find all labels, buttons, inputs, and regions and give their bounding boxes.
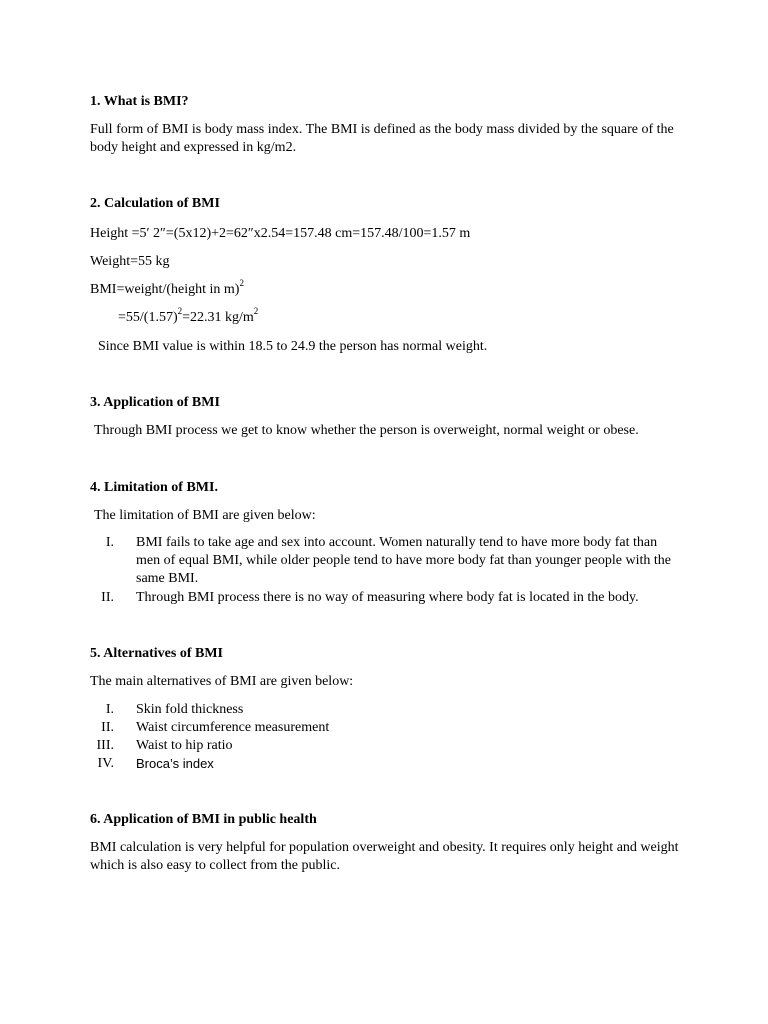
section-5-intro: The main alternatives of BMI are given below: bbox=[90, 674, 354, 689]
bmi-calculation-exponent1: 2 bbox=[177, 306, 183, 317]
alternative-item-4-number: IV. bbox=[97, 756, 114, 771]
section-4-heading: 4. Limitation of BMI. bbox=[90, 480, 218, 495]
limitation-item-2-text: Through BMI process there is no way of measuring where body fat is located in the body. bbox=[136, 590, 639, 605]
section-1-body: Full form of BMI is body mass index. The BMI is defined as the body mass divided by the square of the body height and expressed in kg/m2. bbox=[90, 122, 674, 155]
height-calculation: Height =5′ 2″=(5x12)+2=62″x2.54=157.48 cm=157.48/100=1.57 m bbox=[90, 226, 471, 241]
section-2-heading: 2. Calculation of BMI bbox=[90, 196, 220, 211]
bmi-formula bbox=[90, 278, 244, 299]
alternative-item-4-text: Broca’s index bbox=[136, 756, 214, 771]
bmi-formula-exponent: 2 bbox=[239, 278, 244, 289]
bmi-calculation-part2: =22.31 kg/m bbox=[182, 310, 254, 325]
section-4-intro: The limitation of BMI are given below: bbox=[94, 508, 316, 523]
bmi-calculation-part1: =55/(1.57) bbox=[118, 310, 178, 325]
weight-value: Weight=55 kg bbox=[90, 254, 170, 269]
alternative-item-1-number: I. bbox=[105, 702, 114, 717]
section-1-heading: 1. What is BMI? bbox=[90, 94, 189, 109]
alternative-item-1-text: Skin fold thickness bbox=[136, 702, 244, 717]
limitation-item-1-text: BMI fails to take age and sex into account. Women naturally tend to have more body fat than men of equal BMI, while older people tend to have more body fat than younger people with the same BMI. bbox=[136, 535, 671, 586]
alternative-item-3-text: Waist to hip ratio bbox=[136, 738, 233, 753]
limitation-item-2-number: II. bbox=[101, 590, 114, 605]
section-3-heading: 3. Application of BMI bbox=[90, 395, 220, 410]
section-3-body: Through BMI process we get to know whether the person is overweight, normal weight or obese. bbox=[94, 423, 639, 438]
section-5-heading: 5. Alternatives of BMI bbox=[90, 646, 223, 661]
bmi-calculation bbox=[118, 306, 259, 327]
bmi-formula-text: BMI=weight/(height in m) bbox=[90, 282, 240, 297]
alternative-item-2-number: II. bbox=[101, 720, 114, 735]
bmi-calculation-exponent2: 2 bbox=[253, 306, 259, 317]
limitation-item-1-number: I. bbox=[105, 535, 114, 550]
section-6-heading: 6. Application of BMI in public health bbox=[90, 812, 317, 827]
alternative-item-2-text: Waist circumference measurement bbox=[136, 720, 330, 735]
alternative-item-3-number: III. bbox=[96, 738, 114, 753]
bmi-conclusion: Since BMI value is within 18.5 to 24.9 the person has normal weight. bbox=[98, 339, 488, 354]
section-6-body: BMI calculation is very helpful for population overweight and obesity. It requires only height and weight which is also easy to collect from the public. bbox=[90, 840, 679, 873]
